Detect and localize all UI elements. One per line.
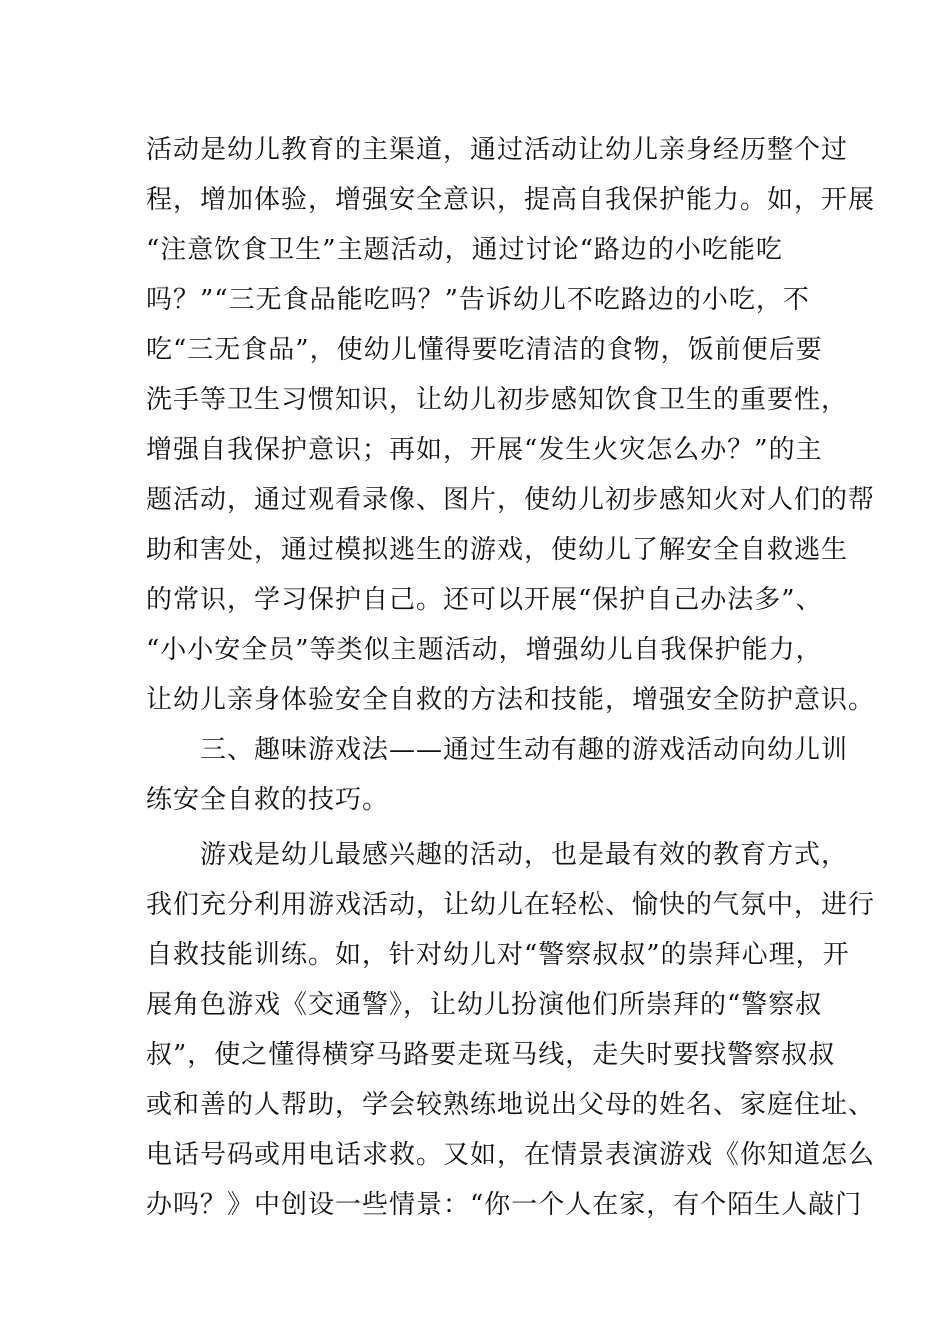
text-line: 吗？”“三无食品能吃吗？”告诉幼儿不吃路边的小吃，不 (146, 285, 810, 315)
text-line: 游戏是幼儿最感兴趣的活动，也是最有效的教育方式， (146, 840, 849, 870)
text-line: 自救技能训练。如，针对幼儿对“警察叔叔”的崇拜心理，开 (146, 940, 850, 970)
text-line: 的常识，学习保护自己。还可以开展“保护自己办法多”、 (146, 585, 823, 615)
section-heading-line: 三、趣味游戏法——通过生动有趣的游戏活动向幼儿训 (146, 735, 849, 765)
section-heading-line: 练安全自救的技巧。 (146, 785, 390, 815)
text-line: 活动是幼儿教育的主渠道，通过活动让幼儿亲身经历整个过 (146, 135, 849, 165)
text-line: 办吗？》中创设一些情景：“你一个人在家，有个陌生人敲门 (146, 1190, 863, 1220)
text-line: 程，增加体验，增强安全意识，提高自我保护能力。如，开展 (146, 185, 876, 215)
text-line: 题活动，通过观看录像、图片，使幼儿初步感知火对人们的帮 (146, 485, 876, 515)
document-body (146, 125, 876, 1230)
text-line: 叔”，使之懂得横穿马路要走斑马线，走失时要找警察叔叔 (146, 1040, 836, 1070)
text-line: 展角色游戏《交通警》，让幼儿扮演他们所崇拜的“警察叔 (146, 990, 823, 1020)
text-line: 吃“三无食品”，使幼儿懂得要吃清洁的食物，饭前便后要 (146, 335, 823, 365)
text-line: “小小安全员”等类似主题活动，增强幼儿自我保护能力， (146, 635, 823, 665)
text-line: 我们充分利用游戏活动，让幼儿在轻松、愉快的气氛中，进行 (146, 890, 876, 920)
text-line: “注意饮食卫生”主题活动，通过讨论“路边的小吃能吃 (146, 235, 783, 265)
text-line: 电话号码或用电话求救。又如，在情景表演游戏《你知道怎么 (146, 1140, 876, 1170)
text-line: 让幼儿亲身体验安全自救的方法和技能，增强安全防护意识。 (146, 685, 876, 715)
text-line: 增强自我保护意识；再如，开展“发生火灾怎么办？”的主 (146, 435, 823, 465)
text-line: 洗手等卫生习惯知识，让幼儿初步感知饮食卫生的重要性， (146, 385, 849, 415)
text-line: 助和害处，通过模拟逃生的游戏，使幼儿了解安全自救逃生 (146, 535, 849, 565)
text-line: 或和善的人帮助，学会较熟练地说出父母的姓名、家庭住址、 (146, 1090, 876, 1120)
